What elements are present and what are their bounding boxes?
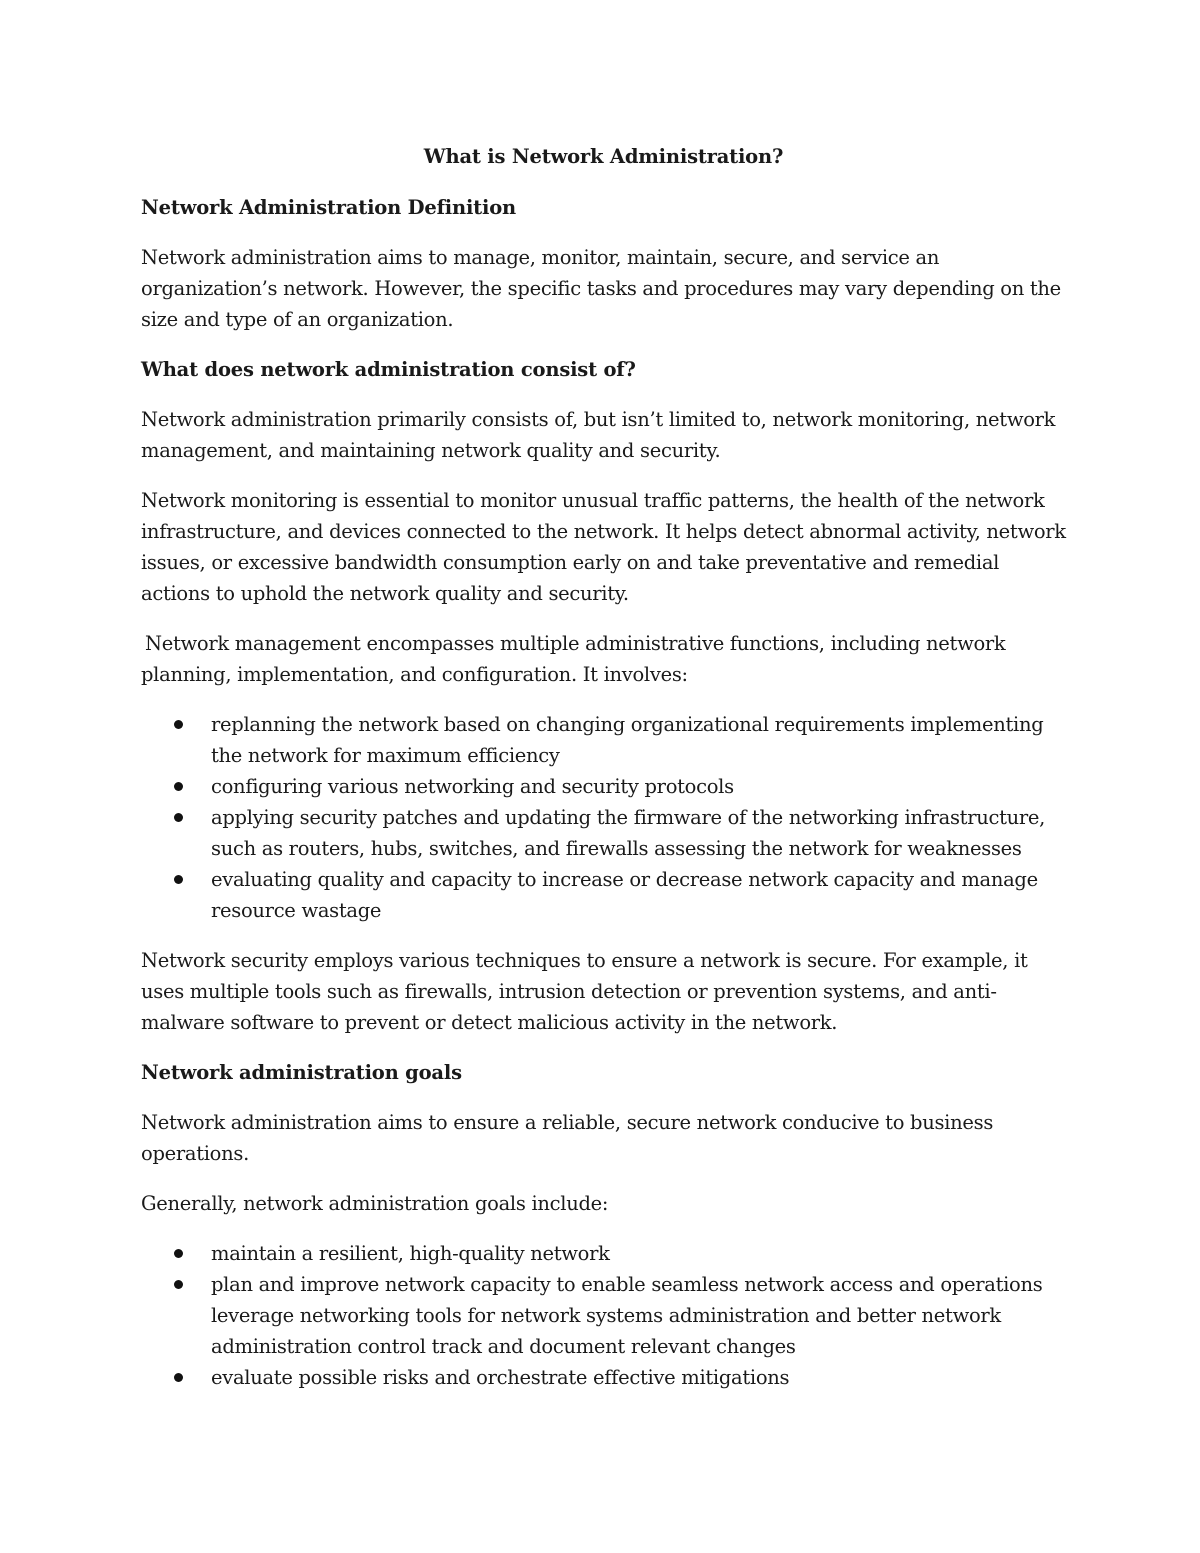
list-item [141,771,1066,802]
bullet-icon [174,813,183,822]
heading-definition: Network Administration Definition [141,196,516,219]
definition-paragraph: Network administration aims to manage, monitor, maintain, secure, and service an organization’s network. However, the specific tasks and procedures may vary depending on the size and type of an organization. [141,246,1061,331]
consists-paragraph-security: Network security employs various techniques to ensure a network is secure. For example, it uses multiple tools such as firewalls, intrusion detection or prevention systems, and anti-malware software to prevent or detect malicious activity in the network. [141,949,1028,1034]
bullet-icon [174,782,183,791]
list-item-text: applying security patches and updating the firmware of the networking infrastructure, such as routers, hubs, switches, and firewalls assessing the network for weaknesses [211,806,1046,860]
management-bullet-list [141,709,1066,926]
heading-goals: Network administration goals [141,1061,462,1084]
document-title: What is Network Administration? [423,145,784,168]
list-item-text: replanning the network based on changing organizational requirements implementing the network for maximum efficiency [211,713,1044,767]
goals-bullet-list [141,1238,1066,1393]
consists-paragraph-management: Network management encompasses multiple administrative functions, including network planning, implementation, and configuration. It involves: [141,632,1006,686]
goals-paragraph-aims: Network administration aims to ensure a reliable, secure network conducive to business operations. [141,1111,994,1165]
bullet-icon [174,1280,183,1289]
list-item [141,1362,1066,1393]
goals-paragraph-intro: Generally, network administration goals include: [141,1192,609,1215]
bullet-icon [174,1373,183,1382]
list-item-text: evaluate possible risks and orchestrate effective mitigations [211,1366,790,1389]
list-item [141,802,1066,864]
document-page [141,141,1066,1412]
list-item-text: configuring various networking and security protocols [211,775,734,798]
bullet-icon [174,875,183,884]
list-item-text: plan and improve network capacity to enable seamless network access and operations leverage networking tools for network systems administration and better network administration control track and document relevant changes [211,1273,1043,1358]
list-item-text: evaluating quality and capacity to increase or decrease network capacity and manage resource wastage [211,868,1038,922]
consists-paragraph-overview: Network administration primarily consists of, but isn’t limited to, network monitoring, network management, and maintaining network quality and security. [141,408,1056,462]
list-item [141,1269,1066,1362]
bullet-icon [174,1249,183,1258]
list-item-text: maintain a resilient, high-quality network [211,1242,610,1265]
list-item [141,709,1066,771]
consists-paragraph-monitoring: Network monitoring is essential to monitor unusual traffic patterns, the health of the network infrastructure, and devices connected to the network. It helps detect abnormal activity, network issues, or excessive bandwidth consumption early on and take preventative and remedial actions to uphold the network quality and security. [141,489,1066,605]
bullet-icon [174,720,183,729]
list-item [141,1238,1066,1269]
list-item [141,864,1066,926]
heading-consists: What does network administration consist of? [141,358,636,381]
